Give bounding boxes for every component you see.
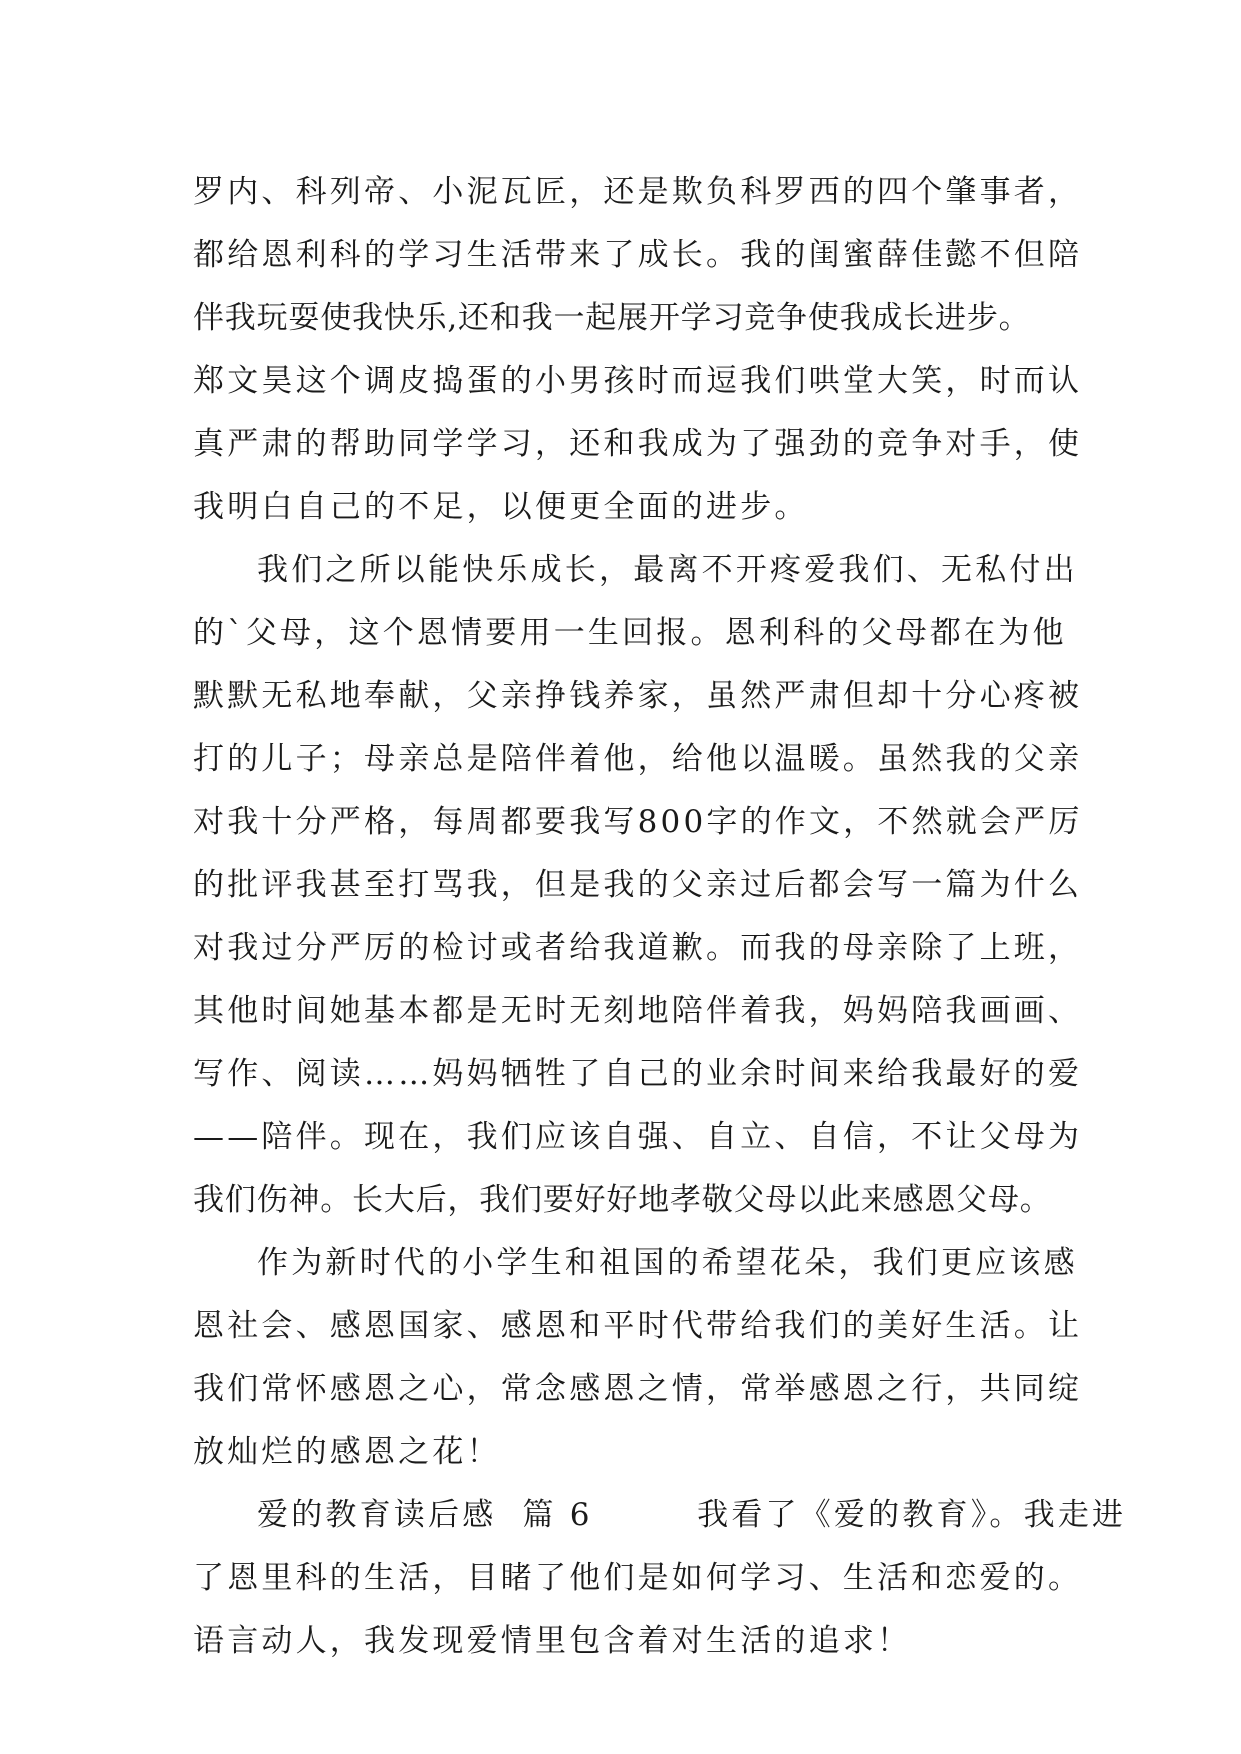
text-line: 的`父母，这个恩情要用一生回报。恩利科的父母都在为他 bbox=[193, 615, 1067, 651]
text-line: 写作、阅读……妈妈牺牲了自己的业余时间来给我最好的爱 bbox=[193, 1056, 1083, 1092]
text-line: 郑文昊这个调皮捣蛋的小男孩时而逗我们哄堂大笑，时而认 bbox=[193, 363, 1083, 399]
text-line: 的批评我甚至打骂我，但是我的父亲过后都会写一篇为什么 bbox=[193, 867, 1083, 903]
text-line: 都给恩利科的学习生活带来了成长。我的闺蜜薛佳懿不但陪 bbox=[193, 237, 1083, 273]
text-line: 真严肃的帮助同学学习，还和我成为了强劲的竞争对手，使 bbox=[193, 426, 1083, 462]
text-line: 打的儿子；母亲总是陪伴着他，给他以温暖。虽然我的父亲 bbox=[193, 741, 1083, 777]
text-line: 我们常怀感恩之心，常念感恩之情，常举感恩之行，共同绽 bbox=[193, 1371, 1083, 1407]
text-line: 恩社会、感恩国家、感恩和平时代带给我们的美好生活。让 bbox=[193, 1308, 1083, 1344]
text-line: 我明白自己的不足，以便更全面的进步。 bbox=[193, 489, 809, 525]
section-heading-line: 爱的教育读后感 篇 6 我看了《爱的教育》。我走进 bbox=[257, 1497, 1127, 1533]
paragraph-start-line: 作为新时代的小学生和祖国的希望花朵，我们更应该感 bbox=[257, 1245, 1078, 1281]
text-line: 其他时间她基本都是无时无刻地陪伴着我，妈妈陪我画画、 bbox=[193, 993, 1083, 1029]
text-line: 放灿烂的感恩之花！ bbox=[193, 1434, 501, 1470]
body-text bbox=[193, 161, 1127, 1673]
text-line: 伴我玩耍使我快乐,还和我一起展开学习竞争使我成长进步。 bbox=[193, 300, 1031, 336]
text-line: 了恩里科的生活，目睹了他们是如何学习、生活和恋爱的。 bbox=[193, 1560, 1083, 1596]
text-line: 语言动人，我发现爱情里包含着对生活的追求！ bbox=[193, 1623, 912, 1659]
text-line: 罗内、科列帝、小泥瓦匠，还是欺负科罗西的四个肇事者， bbox=[193, 174, 1083, 210]
text-line: ——陪伴。现在，我们应该自强、自立、自信，不让父母为 bbox=[193, 1119, 1083, 1155]
text-line: 对我十分严格，每周都要我写800字的作文，不然就会严厉 bbox=[193, 804, 1083, 840]
text-line: 对我过分严厉的检讨或者给我道歉。而我的母亲除了上班， bbox=[193, 930, 1083, 966]
text-line: 我们伤神。长大后，我们要好好地孝敬父母以此来感恩父母。 bbox=[193, 1182, 1052, 1218]
text-line: 默默无私地奉献，父亲挣钱养家，虽然严肃但却十分心疼被 bbox=[193, 678, 1083, 714]
paragraph-start-line: 我们之所以能快乐成长，最离不开疼爱我们、无私付出 bbox=[257, 552, 1078, 588]
